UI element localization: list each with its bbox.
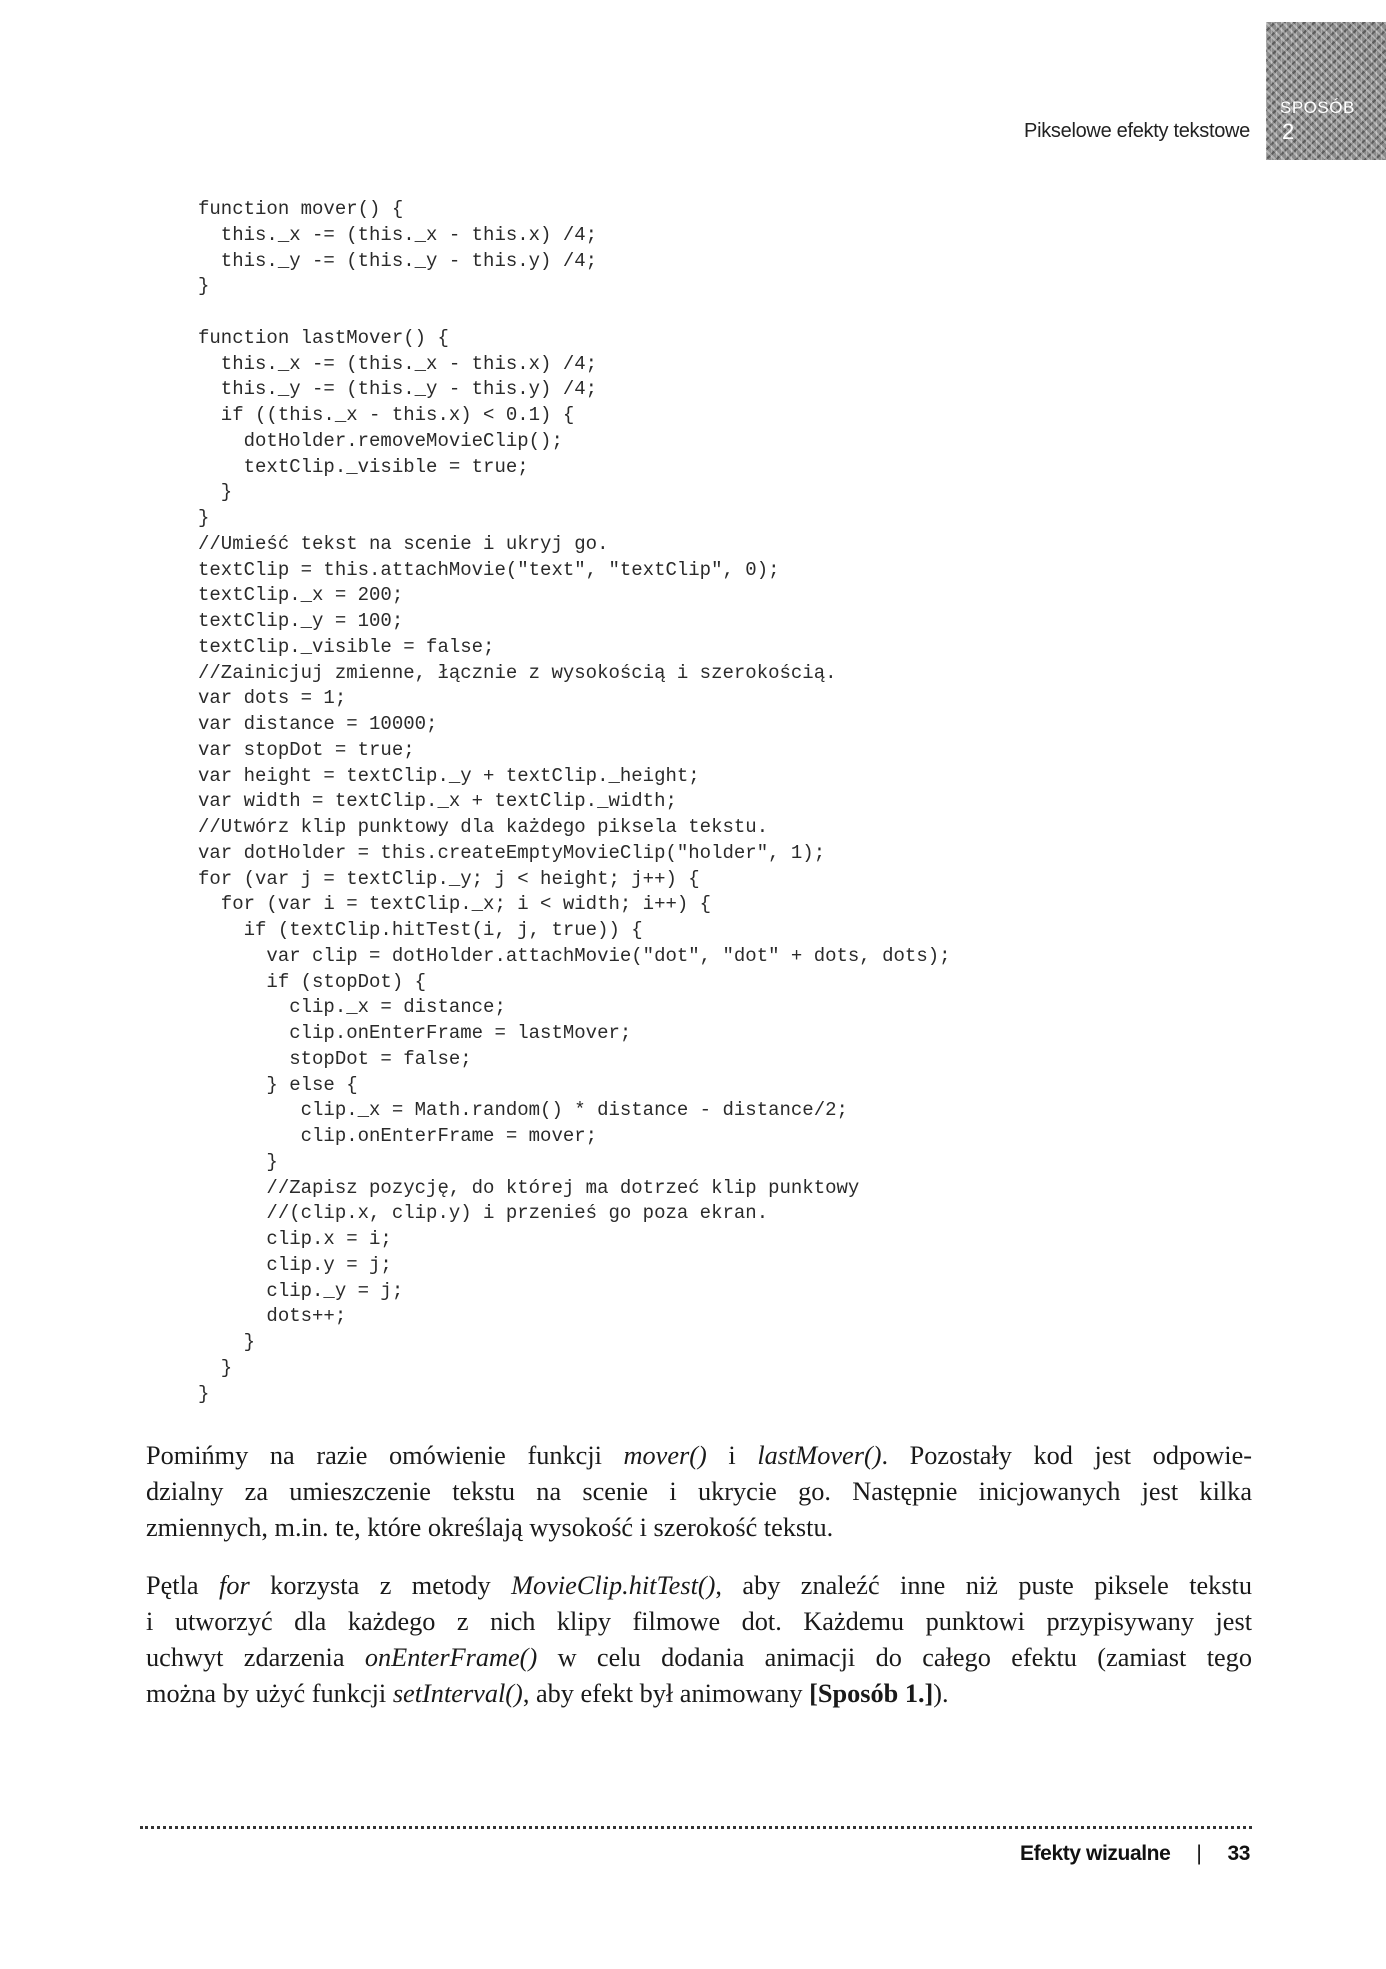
code-line: clip._y = j;	[198, 1279, 404, 1302]
code-line: if (stopDot) {	[198, 970, 427, 993]
code-line: }	[198, 1331, 256, 1353]
code-line: clip.x = i;	[198, 1228, 392, 1250]
code-line: if (textClip.hitTest(i, j, true)) {	[198, 919, 643, 941]
paragraph-2-line-3: uchwyt zdarzenia onEnterFrame() w celu dodania animacji do całego efektu (zamiast tego	[146, 1643, 1252, 1672]
code-line: for (var i = textClip._x; i < width; i++) {	[198, 893, 712, 916]
method-name-hittest: MovieClip.hitTest()	[511, 1571, 716, 1600]
code-line: //Zainicjuj zmienne, łącznie z wysokością i szerokością.	[198, 661, 837, 684]
function-name-mover: mover()	[623, 1441, 707, 1470]
badge-label: SPOSÓB	[1280, 98, 1355, 117]
code-line: clip._x = distance;	[198, 996, 506, 1019]
code-line: }	[198, 275, 210, 298]
code-line: clip.onEnterFrame = mover;	[198, 1125, 598, 1147]
code-line: dots++;	[198, 1305, 347, 1328]
code-line: if ((this._x - this.x) < 0.1) {	[198, 404, 575, 426]
code-line: function mover() {	[198, 198, 404, 220]
code-listing	[198, 197, 951, 1407]
code-line: }	[198, 1382, 210, 1405]
code-line: }	[198, 1356, 233, 1379]
page-number: 33	[1227, 1842, 1250, 1865]
code-line: }	[198, 1150, 278, 1173]
code-line: var distance = 10000;	[198, 713, 438, 735]
footer-section-title: Efekty wizualne	[1019, 1842, 1171, 1865]
keyword-for: for	[219, 1571, 250, 1600]
code-line: this._x -= (this._x - this.x) /4;	[198, 352, 598, 375]
code-line: //Utwórz klip punktowy dla każdego piksela tekstu.	[198, 816, 769, 838]
code-line: for (var j = textClip._y; j < height; j++) {	[198, 867, 700, 890]
event-name-onenterframe: onEnterFrame()	[364, 1643, 538, 1672]
paragraph-2	[146, 1568, 1252, 1712]
code-line: textClip = this.attachMovie("text", "textClip", 0);	[198, 558, 780, 581]
paragraph-2-line-1: Pętla for korzysta z metody MovieClip.hitTest(), aby znaleźć inne niż puste piksele tekstu	[146, 1571, 1253, 1600]
code-line: var dots = 1;	[198, 687, 347, 710]
code-line: function lastMover() {	[198, 326, 449, 349]
paragraph-1-line-2: dzialny za umieszczenie tekstu na scenie i ukrycie go. Następnie inicjowanych jest kilka	[146, 1477, 1252, 1506]
paragraph-2-line-2: i utworzyć dla każdego z nich klipy filmowe dot. Każdemu punktowi przypisywany jest	[146, 1607, 1252, 1636]
code-line: var stopDot = true;	[198, 738, 415, 761]
code-line: this._y -= (this._y - this.y) /4;	[198, 378, 598, 401]
footer-separator: |	[1196, 1842, 1202, 1865]
paragraph-1-line-1: Pomińmy na razie omówienie funkcji mover() i lastMover(). Pozostały kod jest odpowie-	[146, 1441, 1252, 1470]
badge-number: 2	[1282, 119, 1295, 144]
paragraph-2-line-4: można by użyć funkcji setInterval(), aby efekt był animowany [Sposób 1.]).	[146, 1679, 949, 1708]
code-line: this._y -= (this._y - this.y) /4;	[198, 249, 598, 272]
code-line: clip._x = Math.random() * distance - distance/2;	[198, 1099, 848, 1122]
function-name-lastmover: lastMover()	[757, 1441, 882, 1470]
code-line: textClip._visible = false;	[198, 635, 495, 658]
code-line: textClip._x = 200;	[198, 584, 404, 607]
code-line: }	[198, 481, 233, 504]
code-line: this._x -= (this._x - this.x) /4;	[198, 223, 598, 246]
code-line: var dotHolder = this.createEmptyMovieClip("holder", 1);	[198, 841, 826, 864]
running-header-title: Pikselowe efekty tekstowe	[1024, 120, 1250, 142]
code-line: textClip._y = 100;	[198, 610, 404, 632]
function-name-setinterval: setInterval()	[392, 1679, 523, 1708]
hack-number-badge	[1266, 22, 1386, 160]
paragraph-1	[146, 1438, 1252, 1546]
footer-divider	[140, 1826, 1252, 1829]
page-footer	[1020, 1842, 1250, 1866]
code-line: //Umieść tekst na scenie i ukryj go.	[198, 532, 609, 555]
code-line: clip.onEnterFrame = lastMover;	[198, 1022, 632, 1044]
code-line: }	[198, 507, 210, 529]
code-line: //(clip.x, clip.y) i przenieś go poza ekran.	[198, 1202, 769, 1225]
code-line: var height = textClip._y + textClip._height;	[198, 764, 700, 787]
code-line: dotHolder.removeMovieClip();	[198, 429, 563, 452]
code-line: textClip._visible = true;	[198, 455, 529, 478]
paragraph-1-line-3: zmiennych, m.in. te, które określają wysokość i szerokość tekstu.	[146, 1513, 834, 1542]
code-line: stopDot = false;	[198, 1047, 472, 1070]
code-line: var width = textClip._x + textClip._width;	[198, 790, 677, 813]
code-line: var clip = dotHolder.attachMovie("dot", "dot" + dots, dots);	[198, 944, 951, 967]
code-line: } else {	[198, 1073, 358, 1096]
cross-reference-link[interactable]: [Sposób 1.]	[809, 1679, 934, 1708]
code-line: clip.y = j;	[198, 1253, 392, 1276]
code-line: //Zapisz pozycję, do której ma dotrzeć klip punktowy	[198, 1176, 860, 1199]
